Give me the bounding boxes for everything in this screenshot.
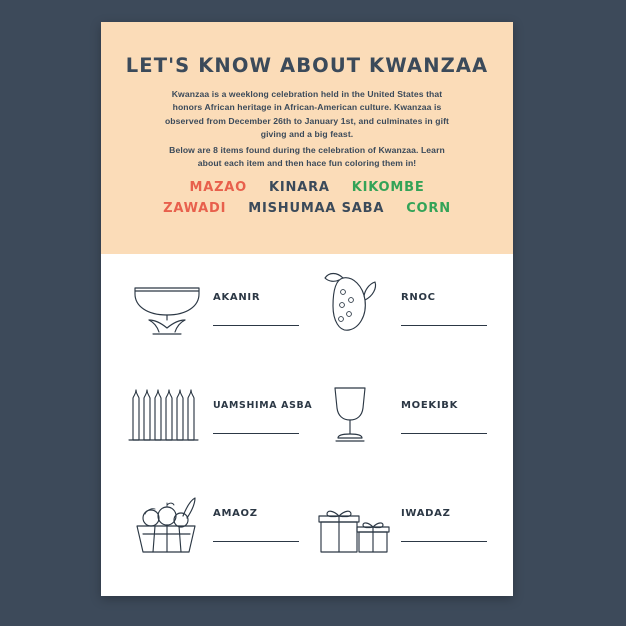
word-row-2 — [131, 201, 483, 216]
item-label: MOEKIBK — [401, 400, 459, 411]
item-label: UAMSHIMA ASBA — [213, 400, 313, 411]
item-akanir — [125, 270, 303, 370]
gift-boxes-icon — [313, 486, 395, 558]
item-uamshima-asba — [125, 378, 313, 478]
item-iwadaz — [313, 486, 491, 586]
item-label: RNOC — [401, 292, 436, 303]
answer-line[interactable] — [213, 433, 299, 434]
instruction-paragraph: Below are 8 items found during the celebration of Kwanzaa. Learn about each item and then hace fun coloring them in! — [169, 145, 445, 169]
item-label: AMAOZ — [213, 508, 258, 519]
fruit-basket-icon — [125, 486, 207, 558]
answer-line[interactable] — [401, 541, 487, 542]
word-mazao: MAZAO — [189, 180, 248, 195]
answer-line[interactable] — [401, 325, 487, 326]
intro-paragraph: Kwanzaa is a weeklong celebration held in the United States that honors African heritage in African-American culture. Kwanzaa is observed from December 26th to January 1st, and culminates in gift giving and a big feast. — [164, 89, 450, 139]
goblet-cup-icon — [313, 378, 395, 450]
answer-line[interactable] — [213, 325, 299, 326]
page-title: LET'S KNOW ABOUT KWANZAA — [125, 54, 489, 77]
seven-candles-icon — [125, 378, 207, 450]
word-corn: CORN — [406, 201, 451, 216]
word-mishumaa-saba: MISHUMAA SABA — [248, 201, 385, 216]
item-rnoc — [313, 270, 491, 370]
word-zawadi: ZAWADI — [163, 201, 227, 216]
worksheet-page — [101, 22, 513, 596]
answer-line[interactable] — [401, 433, 487, 434]
item-label: AKANIR — [213, 292, 261, 303]
item-label: IWADAZ — [401, 508, 451, 519]
corn-icon — [313, 270, 395, 342]
items-grid — [101, 270, 513, 596]
word-list — [131, 180, 483, 222]
word-kikombe: KIKOMBE — [351, 180, 425, 195]
item-moekibk — [313, 378, 491, 478]
unity-cup-bowl-icon — [125, 270, 207, 342]
word-kinara: KINARA — [269, 180, 330, 195]
word-row-1 — [131, 180, 483, 195]
answer-line[interactable] — [213, 541, 299, 542]
item-amaoz — [125, 486, 303, 586]
